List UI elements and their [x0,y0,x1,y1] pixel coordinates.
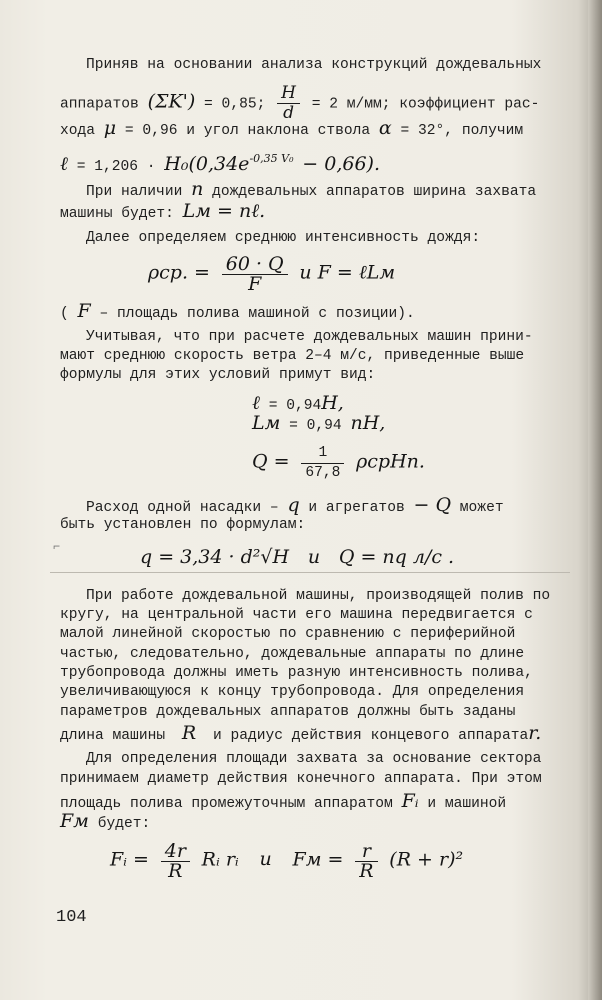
handwritten-formula: H₀(0,34e [164,153,250,175]
pencil-mark: ⌐ [53,540,61,554]
text-line: ℓ = $1,206 \cdot H_0(0,34e^{-0,35 V_0} - 0,66)$. [60,152,380,175]
text-line: Учитывая, что при расчете дождевальных машин прини- [86,329,533,345]
handwritten-symbol: Fм [60,810,89,832]
text-line: мают среднюю скорость ветра 2–4 м/с, приведенные выше [60,348,525,364]
fraction: $\frac{4r}{R}$ [161,842,190,881]
text-line: малой линейной скоростью по сравнению с периферийной [60,626,516,642]
formula-line: Q = $\frac{1}{67,8}$ ρсрHn. [252,445,425,481]
handwritten-symbol: μ [103,117,117,139]
handwritten-symbol: Fᵢ [401,790,419,812]
handwritten-symbol: ℓ [60,153,68,175]
text-line: быть установлен по формулам: [60,517,306,533]
text-line: хода μ = 0,96 и угол наклона ствола α = 32°, получим [60,117,524,139]
text-line: Fм будет: [60,810,151,832]
faint-rule [50,572,570,573]
text-line: При наличии n дождевальных аппаратов ширина захвата [86,178,537,200]
text-line: принимаем диаметр действия конечного аппарата. При этом [60,771,542,787]
text-line: площадь полива промежуточным аппаратом Fᵢ и машиной [60,790,507,812]
formula-line: ℓ = 0,94H, [252,392,344,414]
text-line: Расход одной насадки – q и агрегатов − Q может [86,494,504,516]
text-line: трубопровода должны иметь разную интенсивность полива, [60,665,533,681]
text-line: частью, следовательно, дождевальные аппараты по длине [60,646,525,662]
handwritten-symbol: q [287,494,300,516]
text-line: ( F – площадь полива машиной с позиции). [60,300,415,322]
text-line: длина машины R и радиус действия концевого аппаратаr. [60,722,542,744]
handwritten-symbol: r. [528,722,542,744]
text-line: Далее определяем среднюю интенсивность дождя: [86,230,481,246]
text-line: Для определения площади захвата за основание сектора [86,751,542,767]
handwritten-symbol: F [77,300,91,322]
handwritten-symbol: − Q [413,494,452,516]
page-number: 104 [56,908,87,927]
text-line: увеличивающуюся к концу трубопровода. Для определения [60,684,525,700]
fraction: $\frac{1}{67,8}$ [301,444,344,483]
handwritten-symbol: n [191,178,204,200]
text-line: кругу, на центральной части его машина передвигается с [60,607,533,623]
text-line: формулы для этих условий примут вид: [60,367,376,383]
fraction: $\frac{60 \cdot Q}{F}$ [222,255,288,294]
text-line: При работе дождевальной машины, производящей полив по [86,588,551,604]
text-line: машины будет: Lм = nℓ. [60,200,266,222]
handwritten-symbol: R [181,722,197,744]
fraction: $\frac{r}{R}$ [355,842,377,881]
formula-line: Fᵢ = $\frac{4r}{R}$ Rᵢ rᵢ и Fм = $\frac{r}{R}$ (R + r)² [110,840,464,882]
handwritten-formula: Lм = nℓ. [182,200,266,222]
handwritten-formula: (ΣK') [147,90,196,113]
formula-line: ρср. = $\frac{60 \cdot Q}{F}$ и F = ℓLм [148,253,396,295]
fraction: $\frac{H}{d}$ [277,84,300,123]
text-line: Приняв на основании анализа конструкций дождевальных [86,57,542,73]
text-line: аппаратов (ΣK') = 0,85; $\frac{H}{d}$ = 2 м/мм; коэффициент рас- [60,83,540,123]
text-line: параметров дождевальных аппаратов должны быть заданы [60,704,516,720]
formula-line: q = 3,34 · d²√H и Q = nq л/с . [140,546,455,568]
formula-line: Lм = 0,94 nH, [252,412,386,434]
handwritten-symbol: α [378,117,392,139]
